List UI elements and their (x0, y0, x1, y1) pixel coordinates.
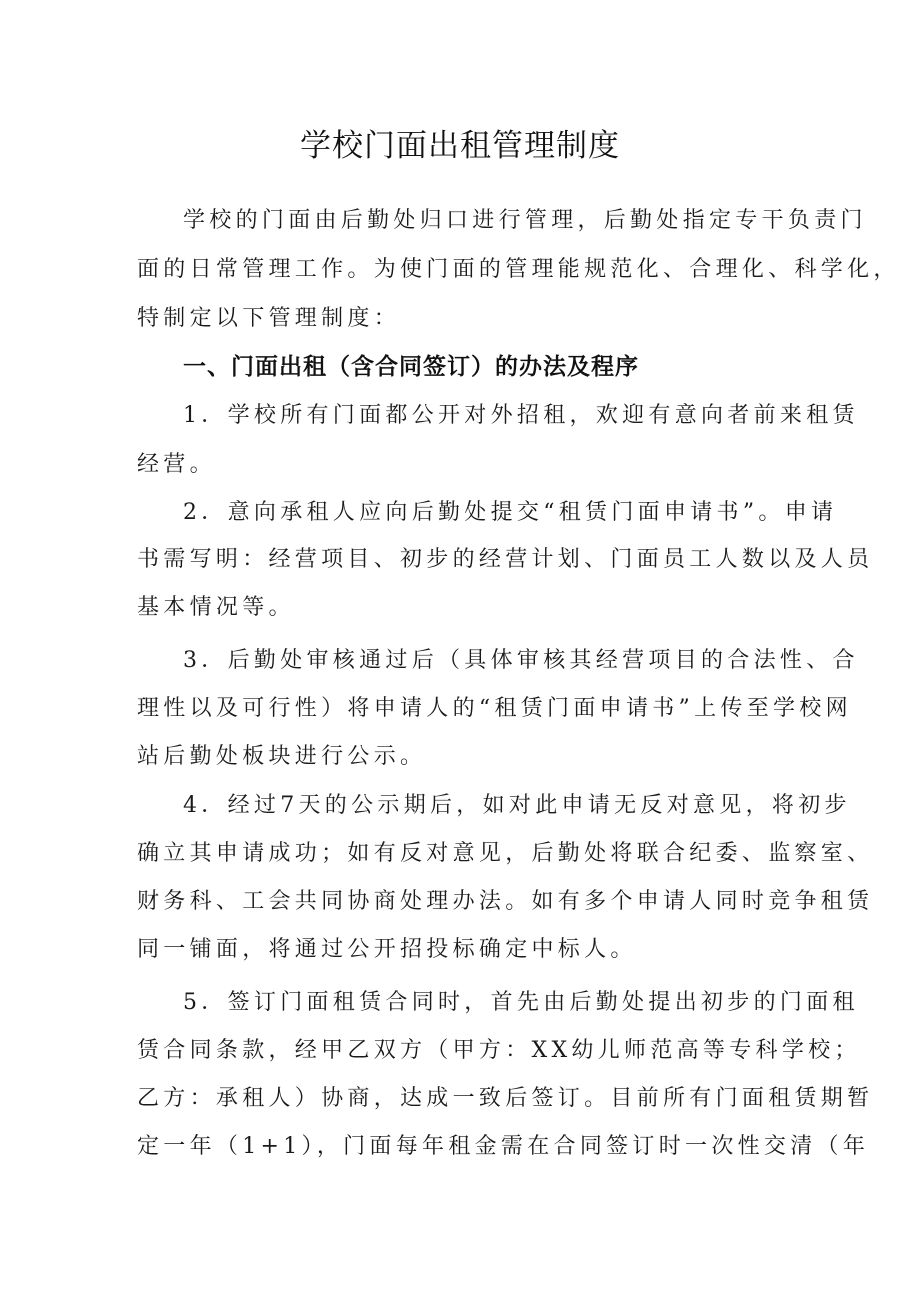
item-5-line-1: 5．签订门面租赁合同时，首先由后勤处提出初步的门面租 (183, 990, 859, 1015)
section-heading: 一、门面出租（含合同签订）的办法及程序 (183, 354, 639, 380)
item-5-line-3: 乙方：承租人）协商，达成一致后签订。目前所有门面租赁期暂 (137, 1086, 874, 1111)
item-2-line-1: 2．意向承租人应向后勤处提交“租赁门面申请书”。申请 (183, 500, 838, 525)
intro-line-3: 特制定以下管理制度： (137, 306, 401, 331)
item-4-line-4: 同一铺面，将通过公开招投标确定中标人。 (137, 937, 637, 962)
item-3-line-2: 理性以及可行性）将申请人的“租赁门面申请书”上传至学校网 (137, 696, 852, 721)
item-4-line-2: 确立其申请成功；如有反对意见，后勤处将联合纪委、监察室、 (137, 841, 874, 866)
item-2-line-2: 书需写明：经营项目、初步的经营计划、门面员工人数以及人员 (137, 547, 874, 572)
item-5-line-2: 赁合同条款，经甲乙双方（甲方：XX幼儿师范高等专科学校； (137, 1038, 861, 1063)
item-4-line-3: 财务科、工会共同协商处理办法。如有多个申请人同时竞争租赁 (137, 889, 874, 914)
document-title: 学校门面出租管理制度 (300, 128, 620, 164)
item-5-line-4: 定一年（1+1），门面每年租金需在合同签订时一次性交清（年 (137, 1134, 870, 1159)
item-1-line-2: 经营。 (137, 452, 216, 477)
intro-line-1: 学校的门面由后勤处归口进行管理，后勤处指定专干负责门 (183, 208, 867, 233)
item-3-line-1: 3．后勤处审核通过后（具体审核其经营项目的合法性、合 (183, 648, 859, 673)
item-3-line-3: 站后勤处板块进行公示。 (137, 744, 427, 769)
item-2-line-3: 基本情况等。 (137, 595, 295, 620)
intro-line-2: 面的日常管理工作。为使门面的管理能规范化、合理化、科学化， (137, 257, 900, 282)
item-1-line-1: 1．学校所有门面都公开对外招租，欢迎有意向者前来租赁 (183, 403, 859, 428)
item-4-line-1: 4．经过7天的公示期后，如对此申请无反对意见，将初步 (183, 793, 851, 818)
